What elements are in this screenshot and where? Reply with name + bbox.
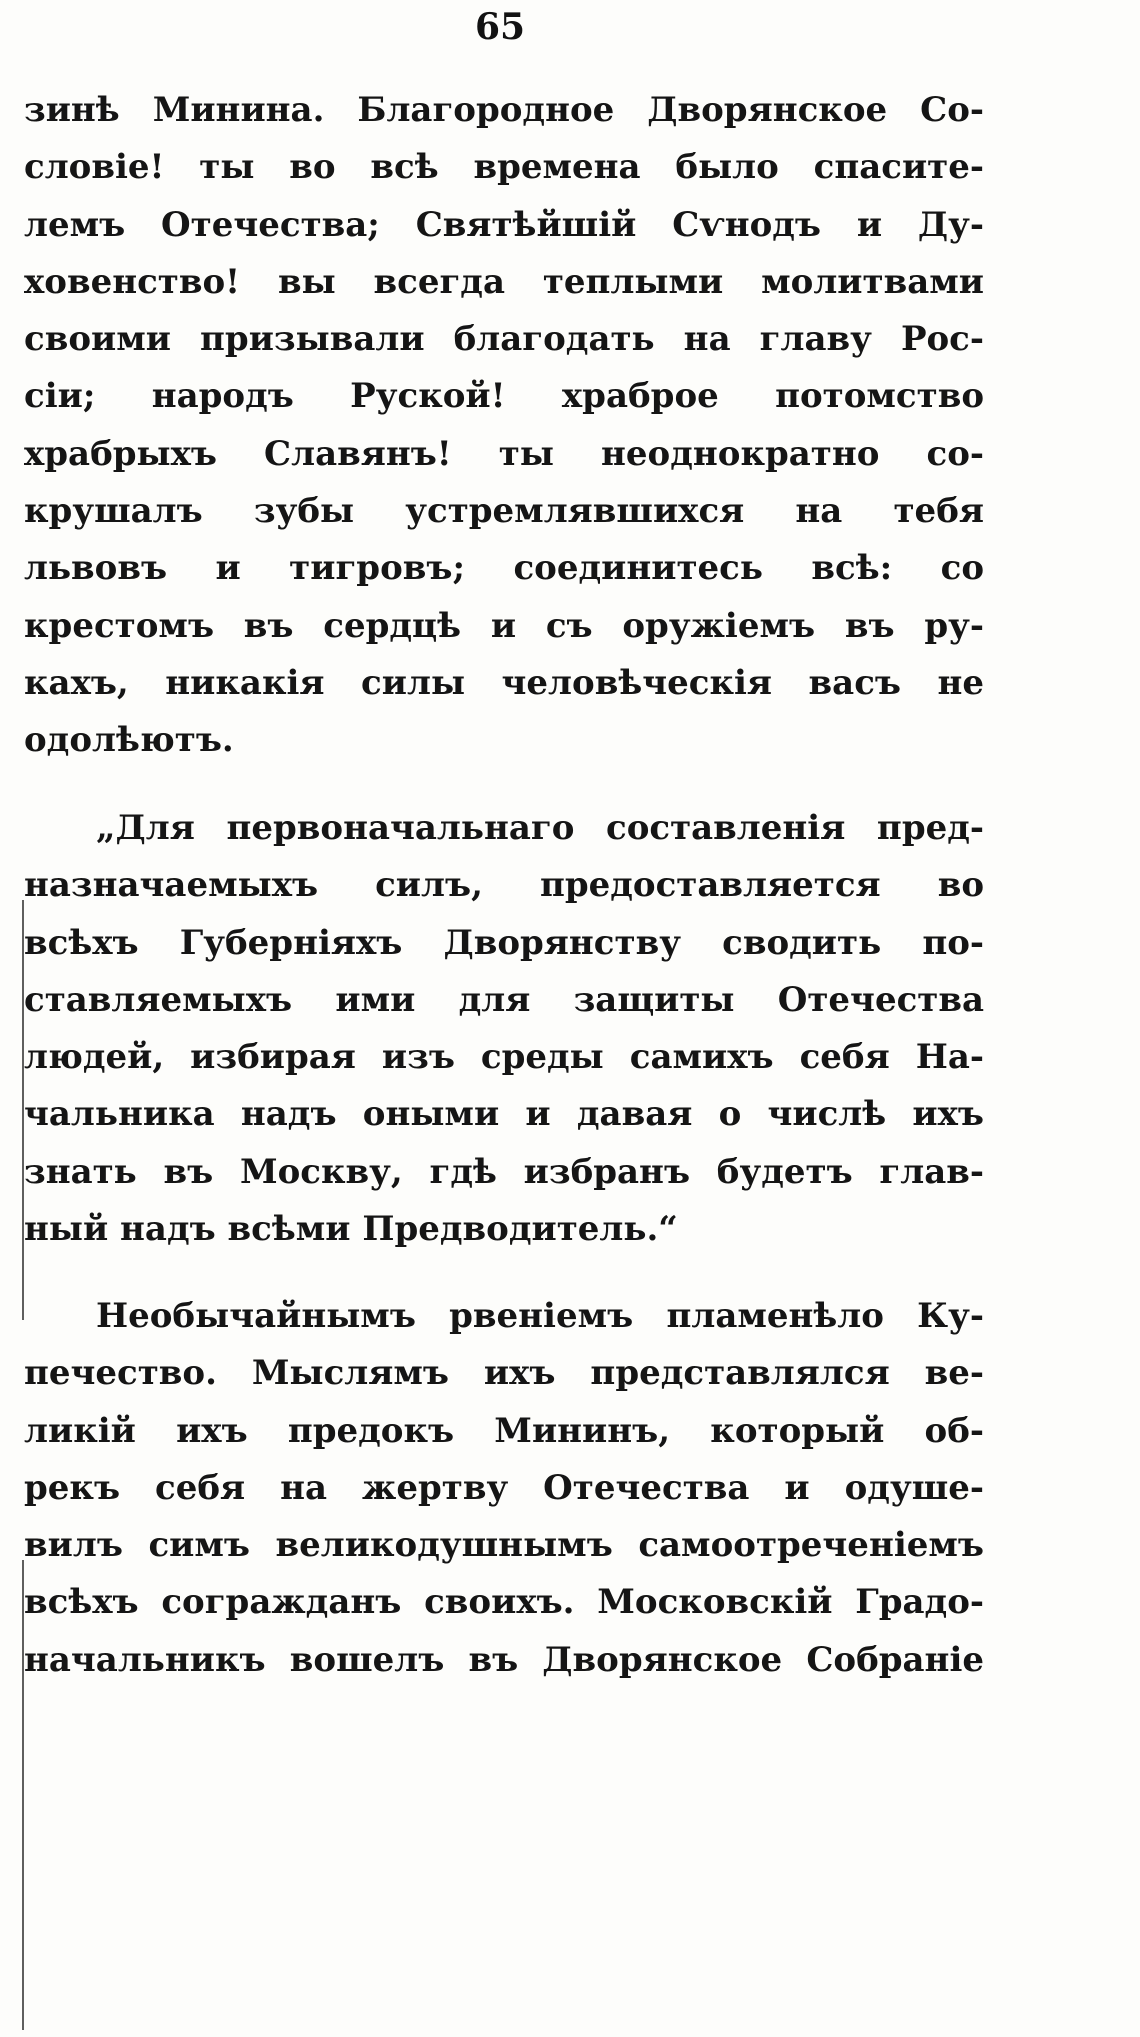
text-line: знать въ Москву, гдѣ избранъ будетъ глав- — [24, 1151, 984, 1192]
text-line: начальникъ вошелъ въ Дворянское Собраніе — [24, 1639, 984, 1680]
text-line: ликій ихъ предокъ Мининъ, который об- — [24, 1410, 984, 1451]
text-line: зинѣ Минина. Благородное Дворянское Со- — [24, 90, 984, 130]
text-line: ставляемыхъ ими для защиты Отечества — [24, 979, 984, 1020]
text-line: назначаемыхъ силъ, предоставляется во — [24, 865, 984, 906]
text-line: всѣхъ согражданъ своихъ. Московскій Градо- — [24, 1582, 984, 1623]
text-line: сіи; народъ Руской! храброе потомство — [24, 376, 984, 417]
text-line: храбрыхъ Славянъ! ты неоднократно со- — [24, 433, 984, 474]
text-line: людей, избирая изъ среды самихъ себя На- — [24, 1037, 984, 1078]
text-line: своими призывали благодать на главу Рос- — [24, 319, 984, 360]
text-line: „Для первоначальнаго составленія пред- — [96, 808, 984, 848]
text-line: словіе! ты во всѣ времена было спасите- — [24, 147, 984, 188]
text-line: крушалъ зубы устремлявшихся на тебя — [24, 491, 984, 532]
text-line: чальника надъ оными и давая о числѣ ихъ — [24, 1094, 984, 1135]
text-line: крестомъ въ сердцѣ и съ оружіемъ въ ру- — [24, 605, 984, 646]
text-line: лемъ Отечества; Святѣйшій Сѵнодъ и Ду- — [24, 204, 984, 245]
text-line: печество. Мыслямъ ихъ представлялся ве- — [24, 1353, 984, 1394]
text-line: всѣхъ Губерніяхъ Дворянству сводить по- — [24, 922, 984, 963]
paragraph-2-quotation — [24, 800, 984, 1258]
paragraph-1 — [24, 82, 984, 770]
page-number: 65 — [474, 6, 526, 48]
text-line: одолѣютъ. — [24, 720, 234, 761]
text-line: ховенство! вы всегда теплыми молитвами — [24, 261, 984, 302]
paragraph-3 — [24, 1288, 984, 1689]
text-line: львовъ и тигровъ; соединитесь всѣ: со — [24, 548, 984, 589]
text-line: рекъ себя на жертву Отечества и одуше- — [24, 1467, 984, 1508]
text-line: Необычайнымъ рвеніемъ пламенѣло Ку- — [96, 1296, 984, 1336]
text-line: вилъ симъ великодушнымъ самоотреченіемъ — [24, 1525, 984, 1566]
text-line: кахъ, никакія силы человѣческія васъ не — [24, 662, 984, 703]
text-line: ный надъ всѣми Предводитель.“ — [24, 1209, 678, 1250]
